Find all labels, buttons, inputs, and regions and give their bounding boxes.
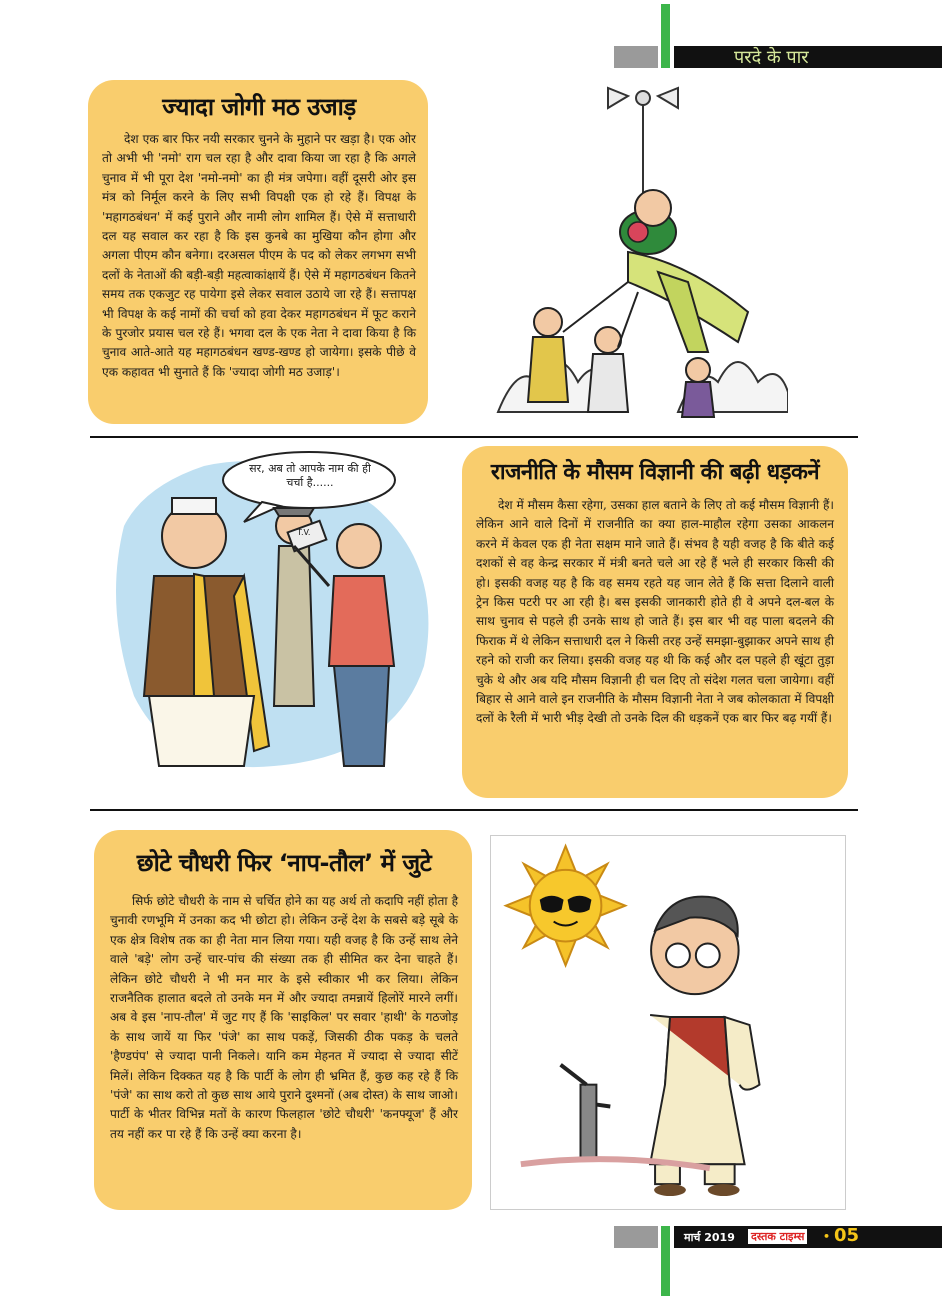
footer-gray-bar	[614, 1226, 658, 1248]
header-green-accent	[661, 4, 670, 68]
section-label: परदे के पार	[734, 47, 809, 68]
footer-green-accent	[661, 1226, 670, 1296]
cartoon-2-speech-text: सर, अब तो आपके नाम की ही चर्चा है......	[249, 462, 371, 489]
divider-1	[90, 436, 858, 438]
article-3-box	[94, 830, 472, 1210]
header-gray-bar	[614, 46, 658, 68]
cartoon-1-illustration	[488, 82, 788, 422]
article-1-title: ज्यादा जोगी मठ उजाड़	[162, 93, 356, 121]
article-3-title: छोटे चौधरी फिर ‘नाप-तौल’ में जुटे	[136, 849, 432, 877]
divider-2	[90, 809, 858, 811]
article-2-body: देश में मौसम कैसा रहेगा, उसका हाल बताने के लिए तो कई मौसम विज्ञानी हैं। लेकिन आने वाले दिनों में राजनीति का क्या हाल-माहौल रहेगा उसका आकलन करने में केवल एक ही नेता सक्षम माने जाते हैं। संभव है यही वजह है कि बीते कई दशकों से वह केन्द्र सरकार में मंत्री बनते चले आ रहे हैं भले ही सरकार किसी की हो। इसकी वजह यह है कि वह समय रहते यह जान लेते हैं कि सत्ता दिलाने वाली ट्रेन किस पटरी पर आ रही है। बस इसकी जानकारी होते ही वे अपने दल-बल के साथ चुनाव से पहले ही उनके साथ हो जाते हैं। इस बार भी वह पाला बदलने की फिराक में थे लेकिन सत्ताधारी दल ने किसी तरह उन्हें समझा-बुझाकर अपने साथ ही रहने को राजी कर लिया। इसकी वजह यह थी कि कई और दल पहले ही खूंटा तुड़ा चुके थे और अब यदि मौसम विज्ञानी ही चल दिए तो संदेश गलत चला जायेगा। वहीं बिहार से आने वाले इन राजनीति के मौसम विज्ञानी नेता ने जब कोलकाता में विपक्षी दलों के रैली में भारी भीड़ देखी तो उनके दिल की धड़कनें एक बार फिर बढ़ गयीं हैं।	[476, 498, 834, 726]
issue-date: मार्च 2019	[684, 1231, 735, 1244]
article-2-box	[462, 446, 848, 798]
cartoon-3-illustration	[490, 835, 846, 1210]
article-1-body: देश एक बार फिर नयी सरकार चुनने के मुहाने पर खड़ा है। एक ओर तो अभी भी 'नमो' राग चल रहा है और दावा किया जा रहा है कि अगले चुनाव में भी पूरा देश 'नमो-नमो' का ही मंत्र जपेगा। वहीं दूसरी ओर इस मंत्र को निर्मूल करने के लिए सभी विपक्षी एक हो रहे हैं। विपक्ष के 'महागठबंधन' में कई पुराने और नामी लोग शामिल हैं। ऐसे में सत्ताधारी दल यह सवाल कर रहा है कि इस कुनबे का मुखिया कौन होगा और अगला पीएम कौन बनेगा। दरअसल पीएम के पद को लेकर लगभग सभी दलों के नेताओं की बड़ी-बड़ी महत्वाकांक्षायें हैं। ऐसे में महागठबंधन कितने समय तक एकजुट रह पायेगा इसे लेकर सवाल उठाये जा रहे हैं। सत्तापक्ष भी विपक्ष के कई नामों की चर्चा को हवा देकर महागठबंधन में फूट कराने के पुरजोर प्रयास चल रहे हैं। भगवा दल के एक नेता ने दावा किया है कि चुनाव आते-आते यह महागठबंधन खण्ड-खण्ड हो जायेगा। इसके पीछे वे एक कहावत भी सुनाते हैं कि 'ज्यादा जोगी मठ उजाड़'।	[102, 132, 416, 379]
cartoon-2-illustration	[94, 446, 450, 798]
article-3-body: सिर्फ छोटे चौधरी के नाम से चर्चित होने का यह अर्थ तो कदापि नहीं होता है चुनावी रणभूमि में उनका कद भी छोटा हो। लेकिन उन्हें देश के सबसे बड़े सूबे के एक क्षेत्र विशेष तक का ही नेता मान लिया गया। यही वजह है कि उन्हें साथ लेने वाले 'बड़े' लोग उन्हें चार-पांच की संख्या तक ही सीमित कर देना चाहते हैं। लेकिन छोटे चौधरी ने भी मन मार के इसे स्वीकार भी कर लिया। लेकिन राजनैतिक हालात बदले तो उनके मन में और ज्यादा तमन्नायें हिलोरें मारने लगीं। अब वे इस 'नाप-तौल' में जुट गए हैं कि 'साइकिल' पर सवार 'हाथी' के गठजोड़ के साथ जायें या फिर 'पंजे' का साथ पकड़ें, जिसकी ठीक पकड़ के चलते 'हैण्डपंप' से ज्यादा पानी निकले। यानि कम मेहनत में ज्यादा से ज्यादा सीटें मिलें। लेकिन दिक्कत यह है कि पार्टी के लोग ही भ्रमित हैं, कुछ कह रहे हैं कि 'पंजे' का साथ करो तो कुछ साथ आये पुराने दुश्मनों (अब दोस्त) के साथ जाओ। पार्टी के भीतर विभिन्न मतों के कारण फिलहाल 'छोटे चौधरी' 'कनफ्यूज' हैं और तय नहीं कर पा रहे हैं कि उन्हें क्या करना है।	[110, 894, 458, 1141]
article-2-title: राजनीति के मौसम विज्ञानी की बढ़ी धड़कनें	[490, 460, 820, 485]
footer-bullet: •	[823, 1230, 831, 1243]
magazine-logo: दस्तक टाइम्स	[748, 1229, 807, 1244]
article-1-box	[88, 80, 428, 424]
page-number: 05	[834, 1225, 860, 1246]
cartoon-2-mic-label: T.V.	[297, 528, 311, 537]
